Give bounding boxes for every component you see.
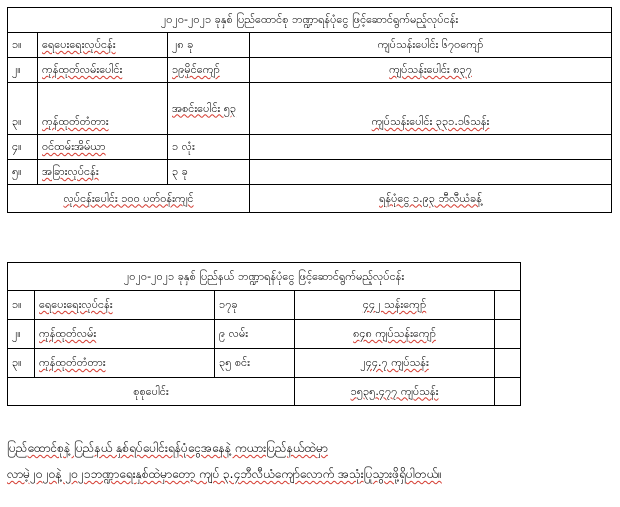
table-total-row — [8, 378, 521, 406]
row-quantity: ၁ လုံး — [168, 135, 250, 160]
empty-cell — [495, 378, 521, 406]
footer-total-works: လုပ်ငန်းပေါင်း ၁၀၀ ပတ်ဝန်းကျင် — [8, 185, 250, 213]
row-item: ကုန်ထုတ်လမ်းပေါင်း — [38, 58, 168, 83]
row-number: ၄။ — [8, 135, 38, 160]
row-quantity: အစင်းပေါင်း ၅၃ — [168, 83, 250, 135]
row-cost: ကျပ်သန်းပေါင်း ၈၃၇ — [250, 58, 612, 83]
total-label: စုစုပေါင်း — [8, 378, 295, 406]
table-row — [8, 320, 521, 349]
row-cost: ၂၄၄.၇ ကျပ်သန်း — [295, 349, 495, 378]
row-cost: ၈၄၈ ကျပ်သန်းကျော် — [295, 320, 495, 349]
row-cost: ၄၄၂ သန်းကျော် — [295, 291, 495, 320]
table-title: ၂၀၂၀-၂၀၂၁ ခုနှစ် ပြည်ထောင်စု ဘဏ္ဍာရန်ပုံငွေ ဖြင့်ဆောင်ရွက်မည့်လုပ်ငန်း — [8, 8, 612, 33]
row-quantity: ၃၅ စင်း — [215, 349, 295, 378]
row-item: ရေပေးရေးလုပ်ငန်း — [38, 33, 168, 58]
paragraph-line-2: လာမဲ့၂၀၂၀နဲ့ ၂၀၂၁ဘဏ္ဍာရေးနှစ်ထဲမှာတော့ ကျပ် ၃.၄ဘီလီယံကျော်လောက် အသုံးပြုသွားဖို့ရှိပါတယ်။ — [7, 467, 442, 481]
row-quantity: ၉ လမ်း — [215, 320, 295, 349]
row-item: အခြားလုပ်ငန်း — [38, 160, 168, 185]
table-row — [8, 291, 521, 320]
row-quantity: ၁၉မိုင်ကျော် — [168, 58, 250, 83]
row-item: ဝင်ထမ်းအိမ်ယာ — [38, 135, 168, 160]
row-number: ၁။ — [8, 291, 35, 320]
table-row — [8, 135, 612, 160]
union-budget-table — [7, 7, 612, 213]
row-number: ၅။ — [8, 160, 38, 185]
row-item: ကုန်ထုတ်တံတား — [35, 349, 215, 378]
footer-total-fund: ရန်ပုံငွေ ၁.၉၃ ဘီလီယံခန့် — [250, 185, 612, 213]
table-row — [8, 349, 521, 378]
row-quantity: ၁၇ခု — [215, 291, 295, 320]
table-row — [8, 58, 612, 83]
row-item: ကုန်ထုတ်လမ်း — [35, 320, 215, 349]
row-number: ၂။ — [8, 320, 35, 349]
table-row — [8, 160, 612, 185]
row-number: ၂။ — [8, 58, 38, 83]
row-quantity: ၂၈ ခု — [168, 33, 250, 58]
row-item: ကုန်ထုတ်တံတား — [38, 83, 168, 135]
summary-paragraph — [7, 435, 615, 487]
row-quantity: ၃ ခု — [168, 160, 250, 185]
table-row — [8, 83, 612, 135]
row-number: ၃။ — [8, 83, 38, 135]
row-cost: ကျပ်သန်းပေါင်း ၃၃၁.၁၆သန်း — [250, 83, 612, 135]
row-cost — [250, 160, 612, 185]
row-item: ရေပေးရေးလုပ်ငန်း — [35, 291, 215, 320]
empty-cell — [495, 349, 521, 378]
empty-cell — [495, 320, 521, 349]
table-row — [8, 33, 612, 58]
row-cost — [250, 135, 612, 160]
total-value: ၁၅၃၅.၄၇၇ ကျပ်သန်း — [295, 378, 495, 406]
row-cost: ကျပ်သန်းပေါင်း ၆၇၀ကျော် — [250, 33, 612, 58]
row-number: ၁။ — [8, 33, 38, 58]
table-title: ၂၀၂၀-၂၀၂၁ ခုနှစ် ပြည်နယ် ဘဏ္ဍာရန်ပုံငွေ ဖြင့်ဆောင်ရွက်မည့်လုပ်ငန်း — [8, 263, 521, 291]
empty-cell — [495, 291, 521, 320]
row-number: ၃။ — [8, 349, 35, 378]
table-footer-row — [8, 185, 612, 213]
paragraph-line-1: ပြည်ထောင်စုနဲ့ ပြည်နယ် နှစ်ရပ်ပေါင်းရန်ပုံငွေအနေနဲ့ ကယားပြည်နယ်ထဲမှာ — [7, 441, 328, 455]
state-budget-table — [7, 262, 521, 406]
